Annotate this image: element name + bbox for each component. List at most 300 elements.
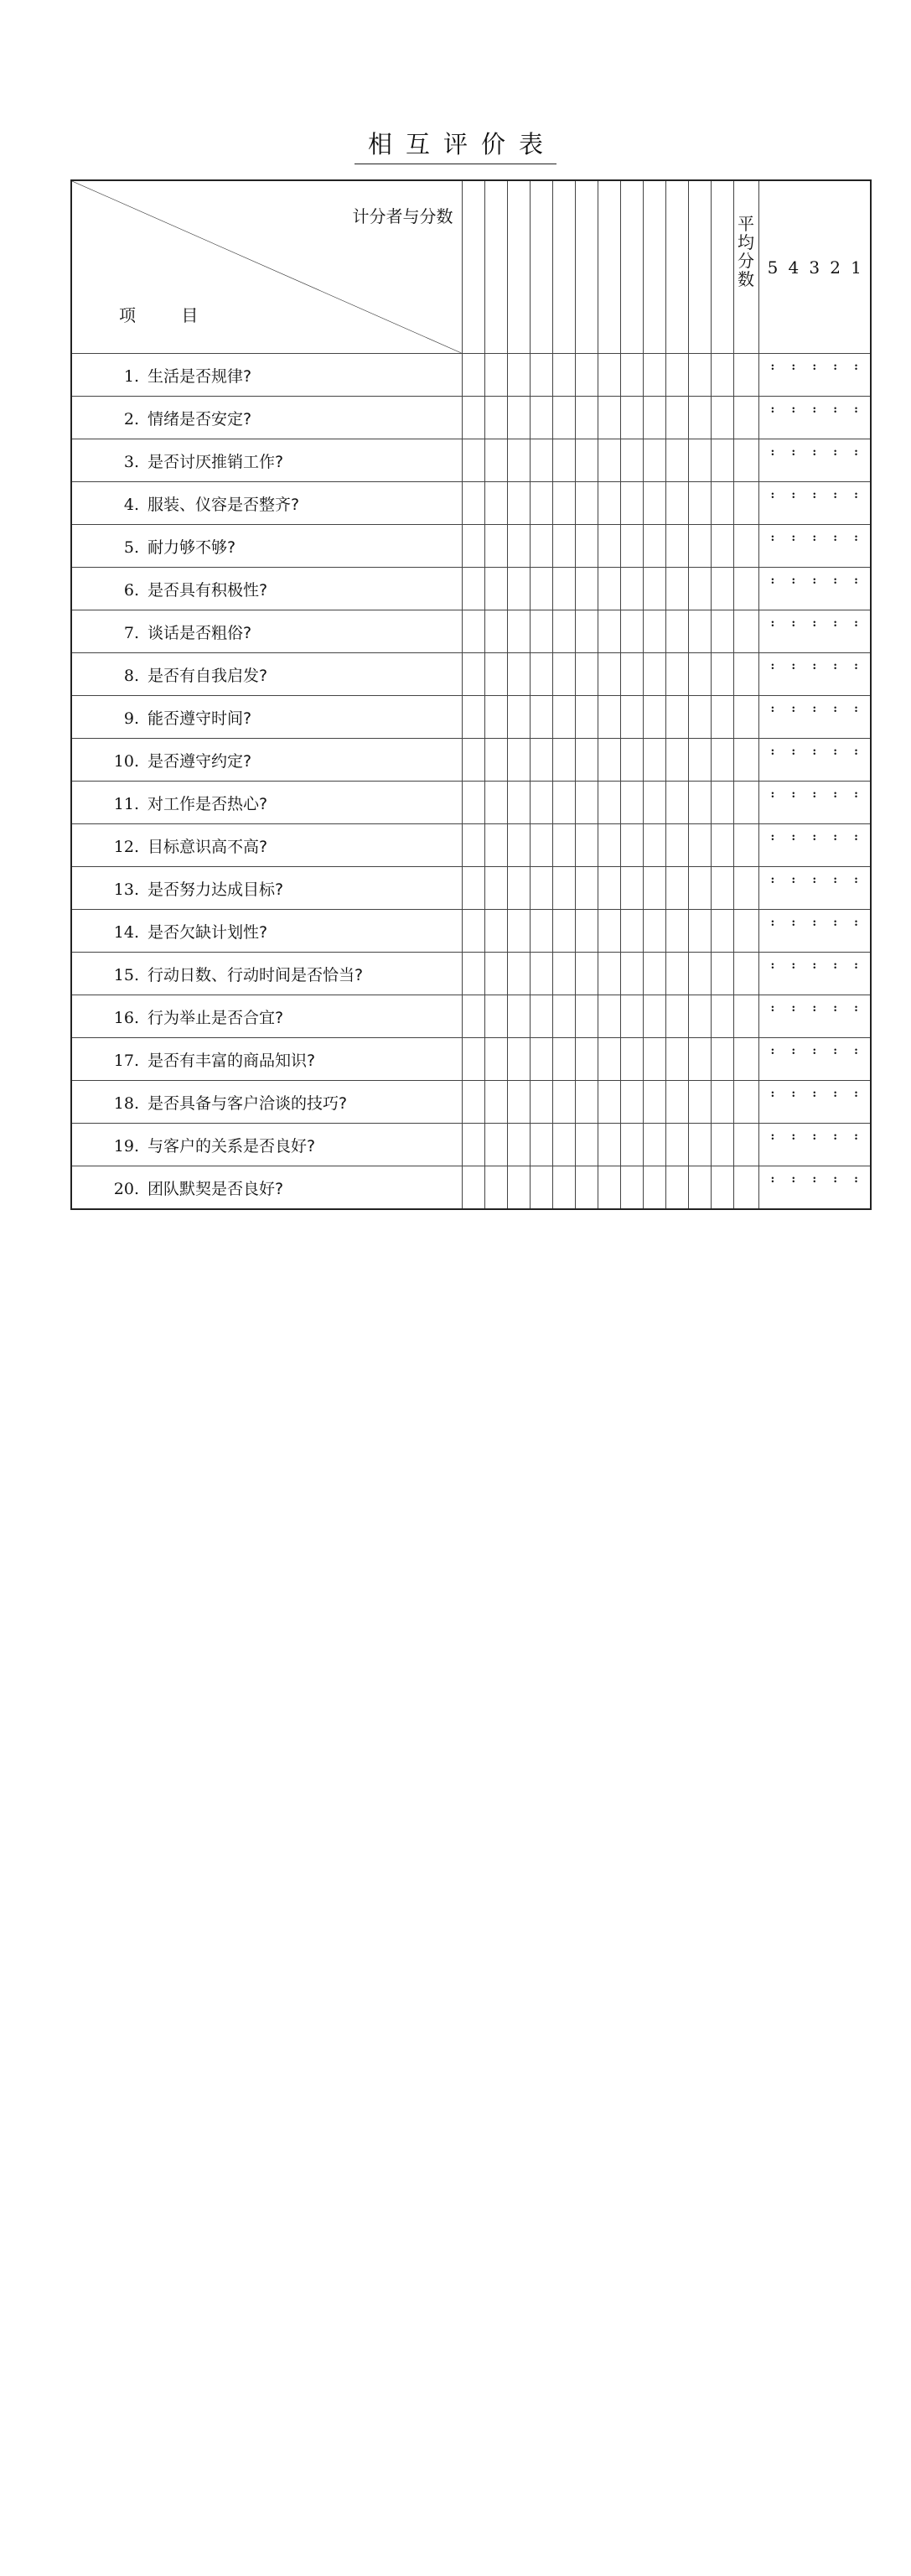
grader-score-cell[interactable] xyxy=(552,1081,575,1124)
score-option-mark[interactable]: : xyxy=(833,446,838,459)
score-scale-cell[interactable] xyxy=(758,824,871,867)
score-option-mark[interactable]: : xyxy=(854,1088,858,1100)
grader-score-cell[interactable] xyxy=(620,867,643,910)
grader-score-cell[interactable] xyxy=(552,354,575,397)
grader-score-cell[interactable] xyxy=(688,1124,711,1166)
grader-score-cell[interactable] xyxy=(484,653,507,696)
grader-score-cell[interactable] xyxy=(598,482,620,525)
grader-score-cell[interactable] xyxy=(688,568,711,610)
average-score-cell[interactable] xyxy=(733,867,758,910)
average-score-cell[interactable] xyxy=(733,1081,758,1124)
score-scale-cell[interactable] xyxy=(758,354,871,397)
grader-score-cell[interactable] xyxy=(530,696,552,739)
grader-score-cell[interactable] xyxy=(575,653,598,696)
grader-score-cell[interactable] xyxy=(665,568,688,610)
grader-score-cell[interactable] xyxy=(711,867,733,910)
grader-column-header[interactable] xyxy=(462,180,484,354)
grader-score-cell[interactable] xyxy=(552,482,575,525)
grader-score-cell[interactable] xyxy=(643,397,665,439)
score-option-mark[interactable]: : xyxy=(770,1173,775,1186)
grader-score-cell[interactable] xyxy=(620,1124,643,1166)
score-option-mark[interactable]: : xyxy=(833,1173,838,1186)
grader-score-cell[interactable] xyxy=(688,910,711,953)
grader-score-cell[interactable] xyxy=(598,1124,620,1166)
grader-score-cell[interactable] xyxy=(665,953,688,995)
score-option-mark[interactable]: : xyxy=(812,403,817,416)
score-option-mark[interactable]: : xyxy=(854,1130,858,1143)
score-option-mark[interactable]: : xyxy=(854,532,858,544)
score-option-mark[interactable]: : xyxy=(812,574,817,587)
grader-score-cell[interactable] xyxy=(530,782,552,824)
grader-score-cell[interactable] xyxy=(530,610,552,653)
score-option-mark[interactable]: : xyxy=(770,1045,775,1057)
grader-score-cell[interactable] xyxy=(462,910,484,953)
score-option-mark[interactable]: : xyxy=(791,1173,796,1186)
score-scale-cell[interactable] xyxy=(758,782,871,824)
score-option-mark[interactable]: : xyxy=(770,617,775,630)
grader-score-cell[interactable] xyxy=(620,696,643,739)
grader-score-cell[interactable] xyxy=(598,439,620,482)
grader-score-cell[interactable] xyxy=(598,610,620,653)
grader-score-cell[interactable] xyxy=(665,653,688,696)
score-option-mark[interactable]: : xyxy=(833,1130,838,1143)
score-scale-cell[interactable] xyxy=(758,739,871,782)
grader-score-cell[interactable] xyxy=(530,953,552,995)
score-option-mark[interactable]: : xyxy=(812,361,817,373)
grader-score-cell[interactable] xyxy=(711,439,733,482)
grader-score-cell[interactable] xyxy=(575,1038,598,1081)
grader-score-cell[interactable] xyxy=(688,995,711,1038)
grader-column-header[interactable] xyxy=(598,180,620,354)
grader-score-cell[interactable] xyxy=(711,482,733,525)
grader-score-cell[interactable] xyxy=(711,397,733,439)
grader-score-cell[interactable] xyxy=(598,739,620,782)
grader-score-cell[interactable] xyxy=(462,995,484,1038)
score-option-mark[interactable]: : xyxy=(791,831,796,844)
grader-score-cell[interactable] xyxy=(620,1038,643,1081)
grader-score-cell[interactable] xyxy=(620,397,643,439)
score-option-mark[interactable]: : xyxy=(854,1173,858,1186)
grader-score-cell[interactable] xyxy=(530,1081,552,1124)
grader-score-cell[interactable] xyxy=(620,568,643,610)
score-option-mark[interactable]: : xyxy=(770,1130,775,1143)
score-option-mark[interactable]: : xyxy=(770,874,775,886)
grader-score-cell[interactable] xyxy=(484,610,507,653)
grader-score-cell[interactable] xyxy=(552,867,575,910)
grader-score-cell[interactable] xyxy=(688,354,711,397)
score-option-mark[interactable]: : xyxy=(770,703,775,715)
grader-score-cell[interactable] xyxy=(711,610,733,653)
grader-score-cell[interactable] xyxy=(575,1081,598,1124)
grader-score-cell[interactable] xyxy=(643,1166,665,1210)
score-option-mark[interactable]: : xyxy=(770,788,775,801)
grader-score-cell[interactable] xyxy=(507,610,530,653)
score-option-mark[interactable]: : xyxy=(812,831,817,844)
grader-score-cell[interactable] xyxy=(643,354,665,397)
average-score-cell[interactable] xyxy=(733,1166,758,1210)
grader-score-cell[interactable] xyxy=(462,354,484,397)
grader-score-cell[interactable] xyxy=(620,910,643,953)
grader-score-cell[interactable] xyxy=(688,782,711,824)
grader-score-cell[interactable] xyxy=(530,653,552,696)
grader-score-cell[interactable] xyxy=(530,739,552,782)
grader-score-cell[interactable] xyxy=(575,824,598,867)
grader-score-cell[interactable] xyxy=(643,1124,665,1166)
grader-score-cell[interactable] xyxy=(598,525,620,568)
grader-score-cell[interactable] xyxy=(484,1166,507,1210)
grader-score-cell[interactable] xyxy=(620,354,643,397)
grader-score-cell[interactable] xyxy=(575,568,598,610)
grader-score-cell[interactable] xyxy=(552,610,575,653)
grader-score-cell[interactable] xyxy=(484,525,507,568)
score-option-mark[interactable]: : xyxy=(770,532,775,544)
score-option-mark[interactable]: : xyxy=(791,361,796,373)
score-option-mark[interactable]: : xyxy=(791,574,796,587)
grader-score-cell[interactable] xyxy=(620,482,643,525)
grader-score-cell[interactable] xyxy=(598,568,620,610)
score-option-mark[interactable]: : xyxy=(770,1002,775,1015)
grader-score-cell[interactable] xyxy=(688,696,711,739)
score-option-mark[interactable]: : xyxy=(812,703,817,715)
grader-score-cell[interactable] xyxy=(711,354,733,397)
score-option-mark[interactable]: : xyxy=(770,745,775,758)
grader-score-cell[interactable] xyxy=(643,953,665,995)
score-scale-cell[interactable] xyxy=(758,568,871,610)
score-option-mark[interactable]: : xyxy=(812,489,817,501)
grader-score-cell[interactable] xyxy=(643,1081,665,1124)
grader-score-cell[interactable] xyxy=(665,1124,688,1166)
grader-score-cell[interactable] xyxy=(530,525,552,568)
score-option-mark[interactable]: : xyxy=(833,1045,838,1057)
grader-score-cell[interactable] xyxy=(598,824,620,867)
score-scale-cell[interactable] xyxy=(758,953,871,995)
score-option-mark[interactable]: : xyxy=(770,1088,775,1100)
score-option-mark[interactable]: : xyxy=(854,361,858,373)
score-option-mark[interactable]: : xyxy=(854,403,858,416)
grader-score-cell[interactable] xyxy=(643,867,665,910)
grader-column-header[interactable] xyxy=(530,180,552,354)
score-scale-cell[interactable] xyxy=(758,910,871,953)
grader-score-cell[interactable] xyxy=(688,653,711,696)
grader-score-cell[interactable] xyxy=(462,782,484,824)
grader-score-cell[interactable] xyxy=(552,1038,575,1081)
grader-score-cell[interactable] xyxy=(711,568,733,610)
grader-score-cell[interactable] xyxy=(643,439,665,482)
grader-score-cell[interactable] xyxy=(462,1166,484,1210)
grader-score-cell[interactable] xyxy=(620,525,643,568)
grader-score-cell[interactable] xyxy=(711,696,733,739)
grader-score-cell[interactable] xyxy=(530,568,552,610)
grader-score-cell[interactable] xyxy=(507,782,530,824)
score-option-mark[interactable]: : xyxy=(833,532,838,544)
score-option-mark[interactable]: : xyxy=(833,1088,838,1100)
score-option-mark[interactable]: : xyxy=(770,660,775,673)
grader-score-cell[interactable] xyxy=(484,995,507,1038)
grader-score-cell[interactable] xyxy=(552,953,575,995)
average-score-cell[interactable] xyxy=(733,568,758,610)
grader-score-cell[interactable] xyxy=(688,1166,711,1210)
grader-column-header[interactable] xyxy=(711,180,733,354)
score-option-mark[interactable]: : xyxy=(770,489,775,501)
grader-score-cell[interactable] xyxy=(552,739,575,782)
score-scale-cell[interactable] xyxy=(758,1124,871,1166)
average-score-cell[interactable] xyxy=(733,953,758,995)
grader-score-cell[interactable] xyxy=(575,782,598,824)
grader-column-header[interactable] xyxy=(688,180,711,354)
average-score-cell[interactable] xyxy=(733,525,758,568)
grader-score-cell[interactable] xyxy=(462,696,484,739)
score-option-mark[interactable]: : xyxy=(854,874,858,886)
grader-score-cell[interactable] xyxy=(575,867,598,910)
grader-score-cell[interactable] xyxy=(643,910,665,953)
grader-score-cell[interactable] xyxy=(665,525,688,568)
grader-score-cell[interactable] xyxy=(530,354,552,397)
grader-score-cell[interactable] xyxy=(598,995,620,1038)
grader-score-cell[interactable] xyxy=(575,1124,598,1166)
score-option-mark[interactable]: : xyxy=(791,874,796,886)
grader-score-cell[interactable] xyxy=(507,397,530,439)
grader-score-cell[interactable] xyxy=(711,1038,733,1081)
grader-score-cell[interactable] xyxy=(620,439,643,482)
grader-score-cell[interactable] xyxy=(507,568,530,610)
score-option-mark[interactable]: : xyxy=(854,745,858,758)
grader-score-cell[interactable] xyxy=(711,1166,733,1210)
grader-score-cell[interactable] xyxy=(507,696,530,739)
grader-score-cell[interactable] xyxy=(711,525,733,568)
grader-column-header[interactable] xyxy=(620,180,643,354)
score-option-mark[interactable]: : xyxy=(812,1002,817,1015)
score-option-mark[interactable]: : xyxy=(812,1130,817,1143)
grader-score-cell[interactable] xyxy=(598,397,620,439)
score-option-mark[interactable]: : xyxy=(812,617,817,630)
score-option-mark[interactable]: : xyxy=(833,574,838,587)
grader-score-cell[interactable] xyxy=(643,482,665,525)
grader-score-cell[interactable] xyxy=(462,397,484,439)
grader-score-cell[interactable] xyxy=(575,995,598,1038)
score-scale-cell[interactable] xyxy=(758,525,871,568)
grader-score-cell[interactable] xyxy=(711,953,733,995)
grader-score-cell[interactable] xyxy=(598,782,620,824)
grader-score-cell[interactable] xyxy=(711,1124,733,1166)
grader-score-cell[interactable] xyxy=(507,824,530,867)
grader-score-cell[interactable] xyxy=(575,354,598,397)
grader-score-cell[interactable] xyxy=(688,439,711,482)
score-option-mark[interactable]: : xyxy=(770,917,775,929)
average-score-cell[interactable] xyxy=(733,1038,758,1081)
grader-score-cell[interactable] xyxy=(530,1166,552,1210)
score-option-mark[interactable]: : xyxy=(854,489,858,501)
grader-score-cell[interactable] xyxy=(552,439,575,482)
score-scale-cell[interactable] xyxy=(758,1166,871,1210)
average-score-cell[interactable] xyxy=(733,397,758,439)
grader-score-cell[interactable] xyxy=(484,910,507,953)
grader-score-cell[interactable] xyxy=(462,482,484,525)
score-scale-cell[interactable] xyxy=(758,696,871,739)
grader-score-cell[interactable] xyxy=(643,824,665,867)
score-option-mark[interactable]: : xyxy=(854,831,858,844)
score-option-mark[interactable]: : xyxy=(791,446,796,459)
score-option-mark[interactable]: : xyxy=(854,959,858,972)
grader-score-cell[interactable] xyxy=(598,354,620,397)
score-scale-cell[interactable] xyxy=(758,610,871,653)
grader-score-cell[interactable] xyxy=(665,482,688,525)
score-option-mark[interactable]: : xyxy=(854,788,858,801)
score-option-mark[interactable]: : xyxy=(791,1088,796,1100)
grader-score-cell[interactable] xyxy=(575,696,598,739)
score-scale-cell[interactable] xyxy=(758,995,871,1038)
grader-score-cell[interactable] xyxy=(665,910,688,953)
score-option-mark[interactable]: : xyxy=(833,745,838,758)
grader-score-cell[interactable] xyxy=(507,439,530,482)
grader-score-cell[interactable] xyxy=(598,653,620,696)
score-option-mark[interactable]: : xyxy=(833,788,838,801)
grader-score-cell[interactable] xyxy=(620,1166,643,1210)
grader-score-cell[interactable] xyxy=(688,525,711,568)
grader-score-cell[interactable] xyxy=(507,354,530,397)
score-option-mark[interactable]: : xyxy=(791,532,796,544)
score-option-mark[interactable]: : xyxy=(812,660,817,673)
score-option-mark[interactable]: : xyxy=(770,403,775,416)
grader-score-cell[interactable] xyxy=(575,439,598,482)
grader-score-cell[interactable] xyxy=(598,696,620,739)
score-scale-cell[interactable] xyxy=(758,482,871,525)
grader-column-header[interactable] xyxy=(484,180,507,354)
average-score-cell[interactable] xyxy=(733,354,758,397)
grader-score-cell[interactable] xyxy=(462,739,484,782)
grader-score-cell[interactable] xyxy=(552,525,575,568)
grader-score-cell[interactable] xyxy=(552,696,575,739)
grader-score-cell[interactable] xyxy=(484,482,507,525)
score-option-mark[interactable]: : xyxy=(791,703,796,715)
average-score-cell[interactable] xyxy=(733,995,758,1038)
grader-score-cell[interactable] xyxy=(462,525,484,568)
score-option-mark[interactable]: : xyxy=(833,660,838,673)
score-option-mark[interactable]: : xyxy=(854,574,858,587)
grader-column-header[interactable] xyxy=(575,180,598,354)
grader-score-cell[interactable] xyxy=(688,953,711,995)
score-option-mark[interactable]: : xyxy=(854,917,858,929)
grader-score-cell[interactable] xyxy=(462,653,484,696)
grader-score-cell[interactable] xyxy=(643,1038,665,1081)
score-scale-cell[interactable] xyxy=(758,397,871,439)
grader-score-cell[interactable] xyxy=(530,910,552,953)
score-option-mark[interactable]: : xyxy=(833,703,838,715)
average-score-cell[interactable] xyxy=(733,824,758,867)
grader-score-cell[interactable] xyxy=(507,1124,530,1166)
average-score-cell[interactable] xyxy=(733,1124,758,1166)
grader-score-cell[interactable] xyxy=(665,1166,688,1210)
grader-score-cell[interactable] xyxy=(643,782,665,824)
grader-score-cell[interactable] xyxy=(665,1038,688,1081)
grader-score-cell[interactable] xyxy=(575,910,598,953)
score-option-mark[interactable]: : xyxy=(791,959,796,972)
grader-score-cell[interactable] xyxy=(530,397,552,439)
grader-score-cell[interactable] xyxy=(484,953,507,995)
grader-score-cell[interactable] xyxy=(507,739,530,782)
grader-score-cell[interactable] xyxy=(575,482,598,525)
grader-score-cell[interactable] xyxy=(575,1166,598,1210)
score-option-mark[interactable]: : xyxy=(854,617,858,630)
score-option-mark[interactable]: : xyxy=(854,660,858,673)
grader-score-cell[interactable] xyxy=(711,824,733,867)
grader-score-cell[interactable] xyxy=(688,1038,711,1081)
grader-score-cell[interactable] xyxy=(552,910,575,953)
grader-score-cell[interactable] xyxy=(665,995,688,1038)
grader-score-cell[interactable] xyxy=(688,824,711,867)
grader-score-cell[interactable] xyxy=(530,867,552,910)
score-option-mark[interactable]: : xyxy=(833,617,838,630)
score-option-mark[interactable]: : xyxy=(770,361,775,373)
grader-score-cell[interactable] xyxy=(643,610,665,653)
grader-score-cell[interactable] xyxy=(643,696,665,739)
grader-score-cell[interactable] xyxy=(462,439,484,482)
grader-score-cell[interactable] xyxy=(643,525,665,568)
grader-column-header[interactable] xyxy=(643,180,665,354)
grader-score-cell[interactable] xyxy=(462,568,484,610)
grader-score-cell[interactable] xyxy=(462,1081,484,1124)
score-scale-cell[interactable] xyxy=(758,1038,871,1081)
grader-score-cell[interactable] xyxy=(688,397,711,439)
grader-score-cell[interactable] xyxy=(552,782,575,824)
grader-score-cell[interactable] xyxy=(552,653,575,696)
grader-score-cell[interactable] xyxy=(552,1124,575,1166)
grader-score-cell[interactable] xyxy=(665,1081,688,1124)
grader-score-cell[interactable] xyxy=(575,610,598,653)
grader-score-cell[interactable] xyxy=(643,739,665,782)
grader-score-cell[interactable] xyxy=(665,696,688,739)
grader-score-cell[interactable] xyxy=(620,782,643,824)
grader-score-cell[interactable] xyxy=(620,953,643,995)
grader-score-cell[interactable] xyxy=(575,953,598,995)
grader-score-cell[interactable] xyxy=(665,782,688,824)
grader-score-cell[interactable] xyxy=(507,1166,530,1210)
grader-score-cell[interactable] xyxy=(530,439,552,482)
score-option-mark[interactable]: : xyxy=(833,917,838,929)
score-option-mark[interactable]: : xyxy=(770,574,775,587)
score-option-mark[interactable]: : xyxy=(791,1045,796,1057)
grader-score-cell[interactable] xyxy=(507,867,530,910)
score-option-mark[interactable]: : xyxy=(770,959,775,972)
grader-score-cell[interactable] xyxy=(507,525,530,568)
grader-score-cell[interactable] xyxy=(688,610,711,653)
grader-score-cell[interactable] xyxy=(665,397,688,439)
score-option-mark[interactable]: : xyxy=(833,874,838,886)
grader-score-cell[interactable] xyxy=(530,995,552,1038)
grader-score-cell[interactable] xyxy=(507,910,530,953)
grader-score-cell[interactable] xyxy=(711,739,733,782)
score-option-mark[interactable]: : xyxy=(812,874,817,886)
grader-score-cell[interactable] xyxy=(530,824,552,867)
grader-score-cell[interactable] xyxy=(598,1081,620,1124)
grader-column-header[interactable] xyxy=(665,180,688,354)
grader-score-cell[interactable] xyxy=(598,910,620,953)
grader-score-cell[interactable] xyxy=(620,739,643,782)
grader-score-cell[interactable] xyxy=(484,867,507,910)
average-score-cell[interactable] xyxy=(733,696,758,739)
grader-score-cell[interactable] xyxy=(711,782,733,824)
score-option-mark[interactable]: : xyxy=(791,617,796,630)
score-option-mark[interactable]: : xyxy=(854,703,858,715)
score-option-mark[interactable]: : xyxy=(833,1002,838,1015)
grader-score-cell[interactable] xyxy=(462,824,484,867)
grader-score-cell[interactable] xyxy=(688,867,711,910)
grader-score-cell[interactable] xyxy=(620,1081,643,1124)
score-scale-cell[interactable] xyxy=(758,867,871,910)
grader-score-cell[interactable] xyxy=(507,953,530,995)
grader-score-cell[interactable] xyxy=(462,867,484,910)
score-scale-cell[interactable] xyxy=(758,1081,871,1124)
grader-score-cell[interactable] xyxy=(484,1038,507,1081)
